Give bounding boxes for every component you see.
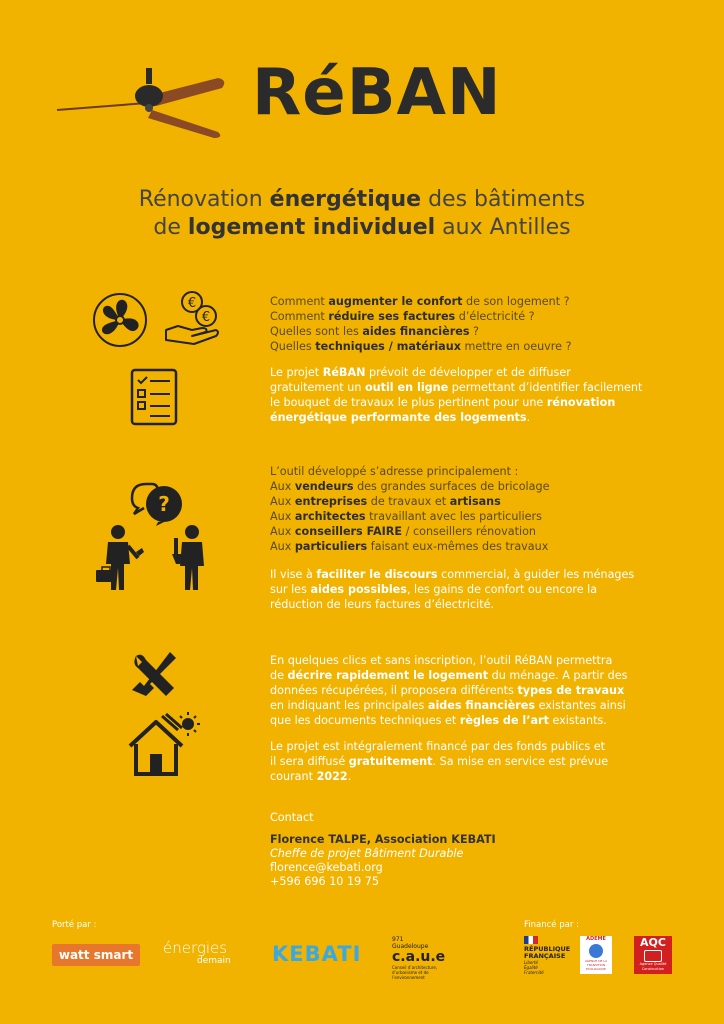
- paragraph-line: [270, 567, 636, 582]
- wattsmart-logo: watt smart: [52, 944, 140, 966]
- text-run: L’outil développé s’adresse principalement :: [270, 465, 519, 478]
- energies-demain-logo: énergies demain: [163, 939, 231, 966]
- text-run: , les gains de confort ou encore la: [406, 583, 598, 596]
- text-run: commercial, à guider les ménages: [437, 568, 635, 581]
- questions-paragraph: [270, 294, 636, 354]
- text-run: du ménage. A partir des: [488, 669, 628, 682]
- text-run: en indiquant les principales: [270, 699, 428, 712]
- text-run: Aux: [270, 510, 295, 523]
- text-run: prévoit de développer et de diffuser: [365, 366, 571, 379]
- house-sun-icon: [126, 712, 200, 778]
- paragraph-line: [270, 410, 636, 425]
- speech-question-icon: [128, 480, 186, 526]
- contact-label: Contact: [270, 811, 314, 824]
- text-run: Il vise à: [270, 568, 317, 581]
- bold-text: réduire ses factures: [328, 310, 456, 323]
- paragraph-line: [270, 698, 636, 713]
- bold-text: artisans: [449, 495, 501, 508]
- subtitle-line: [0, 214, 724, 242]
- bold-text: aides financières: [362, 325, 470, 338]
- text-run: de: [270, 669, 288, 682]
- text-run: d’électricité ?: [455, 310, 535, 323]
- bold-text: vendeurs: [294, 480, 354, 493]
- text-run: le bouquet de travaux le plus pertinent pour une: [270, 396, 547, 409]
- paragraph-line: [270, 539, 636, 554]
- text-run: ?: [469, 325, 479, 338]
- republique-francaise-logo: RÉPUBLIQUE FRANÇAISE Liberté Égalité Fraternité: [524, 936, 576, 976]
- bold-text: aides possibles: [310, 583, 407, 596]
- text-run: de travaux et: [367, 495, 450, 508]
- bold-text: entreprises: [294, 495, 368, 508]
- paragraph-line: [270, 309, 636, 324]
- text-run: courant: [270, 770, 317, 783]
- bold-text: particuliers: [294, 540, 368, 553]
- text-run: Aux: [270, 525, 295, 538]
- clics-paragraph: [270, 653, 636, 728]
- bold-text: gratuitement: [348, 755, 433, 768]
- bold-text: 2022: [316, 770, 348, 783]
- text-run: travaillant avec les particuliers: [365, 510, 542, 523]
- tools-icon: [130, 650, 178, 698]
- bold-text: architectes: [294, 510, 366, 523]
- bold-text: décrire rapidement le logement: [287, 669, 489, 682]
- bold-text: faciliter le discours: [316, 568, 438, 581]
- text-run: permettant d’identifier facilement: [448, 381, 643, 394]
- text-run: Le projet: [270, 366, 323, 379]
- text-run: Le projet est intégralement financé par des fonds publics et: [270, 740, 606, 753]
- text-run: / conseillers rénovation: [402, 525, 537, 538]
- text-run: de: [153, 215, 188, 240]
- paragraph-line: [270, 653, 636, 668]
- paragraph-line: [270, 524, 636, 539]
- svg-text:€: €: [201, 310, 211, 325]
- paragraph-line: [270, 597, 636, 612]
- contact-role: Cheffe de projet Bâtiment Durable: [270, 847, 464, 860]
- finance-paragraph: [270, 739, 636, 784]
- text-run: Comment: [270, 295, 329, 308]
- text-run: .: [347, 770, 352, 783]
- paragraph-line: [270, 713, 636, 728]
- bold-text: logement individuel: [187, 215, 436, 240]
- paragraph-line: [270, 294, 636, 309]
- text-run: existantes ainsi: [535, 699, 626, 712]
- paragraph-line: [270, 479, 636, 494]
- paragraph-line: [270, 380, 643, 395]
- reban-logo: RéBAN: [252, 56, 502, 130]
- paragraph-line: [270, 668, 636, 683]
- bold-text: techniques / matériaux: [315, 340, 461, 353]
- text-run: Aux: [270, 480, 295, 493]
- paragraph-line: [270, 754, 636, 769]
- text-run: il sera diffusé: [270, 755, 349, 768]
- aqc-logo: AQC Agence Qualité Construction: [634, 936, 672, 974]
- bold-text: rénovation: [546, 396, 616, 409]
- bold-text: RéBAN: [322, 366, 366, 379]
- text-run: sur les: [270, 583, 311, 596]
- paragraph-line: [270, 494, 636, 509]
- paragraph-line: [270, 739, 636, 754]
- ceiling-fan-icon: [52, 58, 230, 148]
- text-run: que les documents techniques et: [270, 714, 460, 727]
- text-run: aux Antilles: [435, 215, 571, 240]
- paragraph-line: [270, 365, 636, 380]
- paragraph-line: [270, 582, 636, 597]
- money-hand-icon: [162, 290, 222, 346]
- text-run: .: [526, 411, 531, 424]
- checklist-icon: [130, 368, 178, 426]
- text-run: Quelles: [270, 340, 316, 353]
- text-run: Aux: [270, 495, 295, 508]
- text-run: de son logement ?: [462, 295, 570, 308]
- paragraph-line: [270, 324, 636, 339]
- contact-block: [270, 811, 496, 889]
- bold-text: outil en ligne: [364, 381, 449, 394]
- contact-name: Florence TALPE, Association KEBATI: [270, 833, 496, 846]
- text-run: . Sa mise en service est prévue: [432, 755, 609, 768]
- ademe-logo: ADEME AGENCE DE LA TRANSITION ÉCOLOGIQUE: [580, 936, 612, 974]
- text-run: mettre en oeuvre ?: [460, 340, 572, 353]
- paragraph-line: [270, 683, 636, 698]
- paragraph-line: [270, 464, 636, 479]
- bold-text: énergétique: [269, 187, 422, 212]
- text-run: faisant eux-mêmes des travaux: [367, 540, 549, 553]
- text-run: Quelles sont les: [270, 325, 363, 338]
- contact-phone: +596 696 10 19 75: [270, 875, 380, 888]
- projet-paragraph: [270, 365, 643, 425]
- text-run: réduction de leurs factures d’électricité.: [270, 598, 495, 611]
- kebati-logo: KEBATI: [272, 942, 362, 966]
- text-run: des bâtiments: [421, 187, 586, 212]
- page-subtitle: [0, 186, 724, 242]
- paragraph-line: [270, 339, 636, 354]
- subtitle-line: [0, 186, 724, 214]
- paragraph-line: [270, 509, 636, 524]
- text-run: données récupérées, il proposera différents: [270, 684, 518, 697]
- text-run: En quelques clics et sans inscription, l’outil RéBAN permettra: [270, 654, 613, 667]
- bold-text: augmenter le confort: [328, 295, 463, 308]
- finance-label: Financé par :: [524, 920, 579, 930]
- text-run: Rénovation: [138, 187, 270, 212]
- bold-text: aides financières: [427, 699, 536, 712]
- vise-paragraph: [270, 567, 636, 612]
- text-run: existants.: [548, 714, 607, 727]
- contact-email[interactable]: florence@kebati.org: [270, 861, 383, 874]
- caue-logo: 971 Guadeloupe c.a.u.e Conseil d’architecture, d’urbanisme et de l’environnement: [392, 936, 446, 980]
- paragraph-line: [270, 769, 636, 784]
- text-run: Aux: [270, 540, 295, 553]
- public-paragraph: [270, 464, 636, 554]
- bold-text: règles de l’art: [459, 714, 549, 727]
- fan-icon: [92, 292, 148, 348]
- workers-icon: [96, 524, 214, 592]
- bold-text: énergétique performante des logements: [270, 411, 527, 424]
- bold-text: types de travaux: [517, 684, 625, 697]
- text-run: gratuitement un: [270, 381, 365, 394]
- svg-text:€: €: [187, 296, 197, 311]
- bold-text: conseillers FAIRE: [294, 525, 403, 538]
- text-run: Comment: [270, 310, 329, 323]
- paragraph-line: [270, 395, 636, 410]
- porte-label: Porté par :: [52, 920, 97, 930]
- text-run: des grandes surfaces de bricolage: [353, 480, 550, 493]
- svg-text:?: ?: [158, 492, 170, 516]
